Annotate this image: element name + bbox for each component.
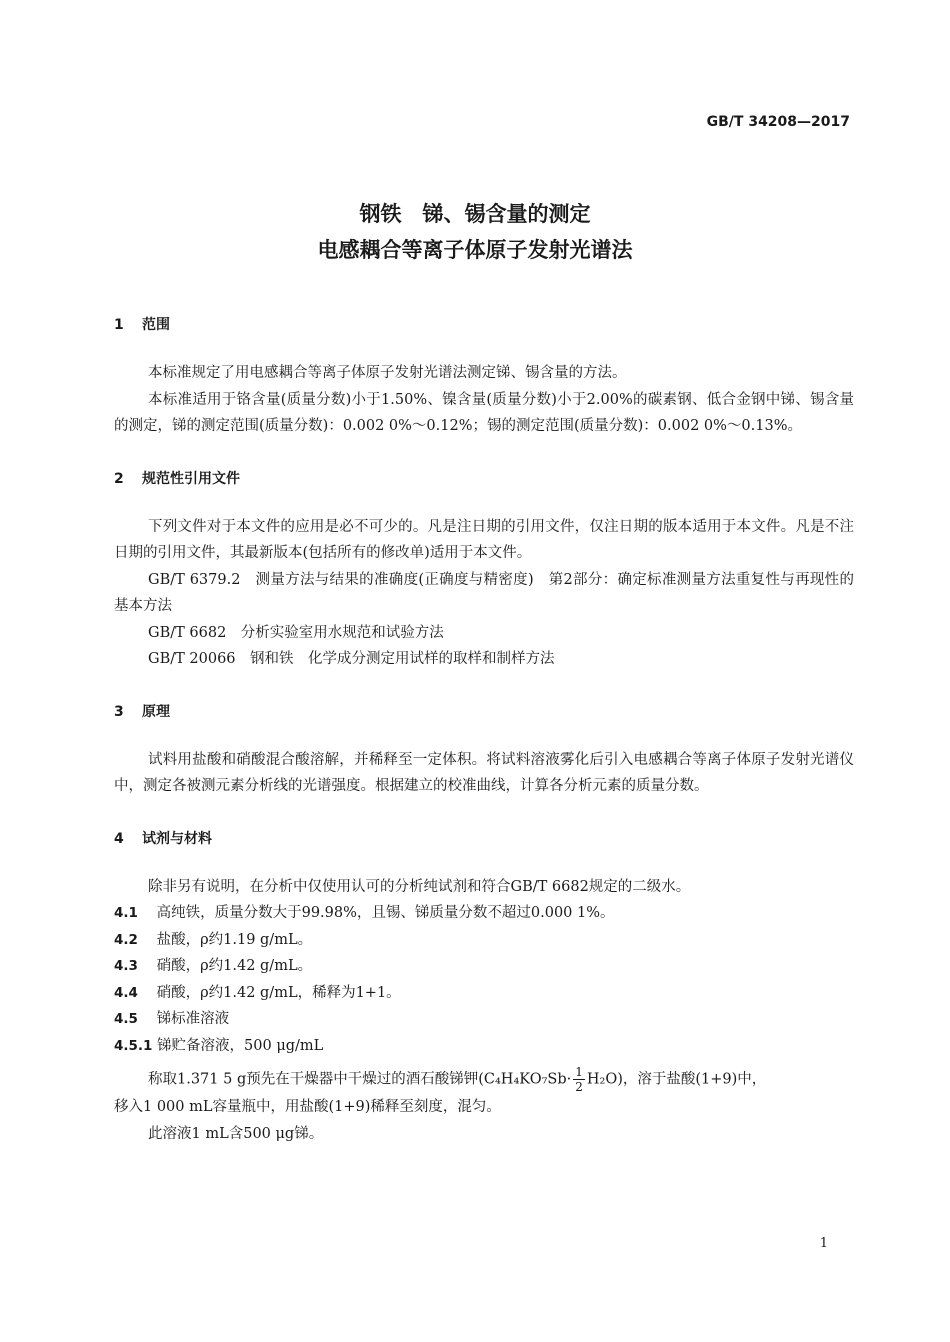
reference-item: GB/T 6682 分析实验室用水规范和试验方法: [148, 624, 444, 641]
clause-text: 硝酸，ρ约1.42 g/mL。: [156, 958, 313, 974]
fraction-one-half: [573, 1065, 585, 1094]
clause-number: 4.5.1: [114, 1037, 153, 1054]
title-line-1: 钢铁 锑、锡含量的测定: [359, 202, 591, 226]
section-number: 3: [114, 703, 124, 720]
clause-item: [114, 953, 854, 980]
section-title: 范围: [142, 317, 170, 333]
section-title: 试剂与材料: [142, 830, 212, 847]
section-heading-reagents: [114, 826, 854, 852]
section-heading-principle: [114, 699, 854, 725]
clause-text: 锑贮备溶液，500 μg/mL: [157, 1037, 324, 1054]
clause-text: 高纯铁，质量分数大于99.98%，且锡、锑质量分数不超过0.000 1%。: [156, 905, 615, 921]
section-title: 规范性引用文件: [142, 470, 240, 487]
clause-text: 锑标准溶液: [156, 1011, 230, 1027]
clause-number: 4.4: [114, 984, 138, 1001]
preparation-text: [114, 1059, 854, 1094]
clause-text: 盐酸，ρ约1.19 g/mL。: [156, 931, 313, 948]
clause-item: [114, 1006, 854, 1033]
section-number: 2: [114, 470, 124, 487]
paragraph: 试料用盐酸和硝酸混合酸溶解，并稀释至一定体积。将试料溶液雾化后引入电感耦合等离子体原子发射光谱仪中，测定各被测元素分析线的光谱强度。根据建立的校准曲线，计算各分析元素的质量分数。: [114, 751, 854, 794]
paragraph: 除非另有说明，在分析中仅使用认可的分析纯试剂和符合GB/T 6682规定的二级水。: [148, 878, 691, 895]
clause-number: 4.5: [114, 1011, 138, 1027]
paragraph: 本标准规定了用电感耦合等离子体原子发射光谱法测定锑、锡含量的方法。: [148, 365, 627, 381]
section-number: 4: [114, 830, 124, 847]
section-title: 原理: [142, 703, 170, 720]
section-heading-scope: [114, 312, 854, 338]
section-number: 1: [114, 317, 124, 333]
preparation-line-3: 此溶液1 mL含500 μg锑。: [148, 1125, 324, 1142]
fraction-denominator: 2: [575, 1080, 583, 1094]
clause-number: 4.1: [114, 905, 138, 921]
clause-number: 4.3: [114, 958, 138, 974]
clause-item: [114, 980, 854, 1007]
paragraph: 下列文件对于本文件的应用是必不可少的。凡是注日期的引用文件，仅注日期的版本适用于本文件。凡是不注日期的引用文件，其最新版本(包括所有的修改单)适用于本文件。: [114, 518, 854, 561]
paragraph: 本标准适用于铬含量(质量分数)小于1.50%、镍含量(质量分数)小于2.00%的碳素钢、低合金钢中锑、锡含量的测定，锑的测定范围(质量分数)：0.002 0%～0.12%；锡的测定范围(质量分数)：0.002 0%～0.13%。: [114, 391, 854, 434]
page-number: 1: [819, 1236, 828, 1251]
fraction-numerator: 1: [575, 1065, 583, 1079]
clause-number: 4.2: [114, 931, 138, 948]
reference-item: GB/T 6379.2 测量方法与结果的准确度(正确度与精密度) 第2部分：确定标准测量方法重复性与再现性的基本方法: [114, 571, 854, 614]
prep-text-after: H₂O)，溶于盐酸(1+9)中，: [586, 1071, 767, 1088]
reference-item: GB/T 20066 钢和铁 化学成分测定用试样的取样和制样方法: [148, 651, 555, 667]
document-body: [114, 312, 854, 1147]
title-line-2: 电感耦合等离子体原子发射光谱法: [317, 238, 633, 262]
document-title: [0, 196, 950, 268]
standard-code: GB/T 34208—2017: [706, 114, 850, 130]
section-heading-normative-references: [114, 466, 854, 492]
clause-item: [114, 927, 854, 954]
preparation-line-2: 移入1 000 mL容量瓶中，用盐酸(1+9)稀释至刻度，混匀。: [114, 1099, 501, 1115]
prep-text-before: 称取1.371 5 g预先在干燥器中干燥过的酒石酸锑钾(C₄H₄KO₇Sb·: [148, 1071, 572, 1088]
clause-item: [114, 1033, 854, 1060]
clause-text: 硝酸，ρ约1.42 g/mL，稀释为1+1。: [156, 984, 401, 1001]
clause-item: [114, 900, 854, 927]
